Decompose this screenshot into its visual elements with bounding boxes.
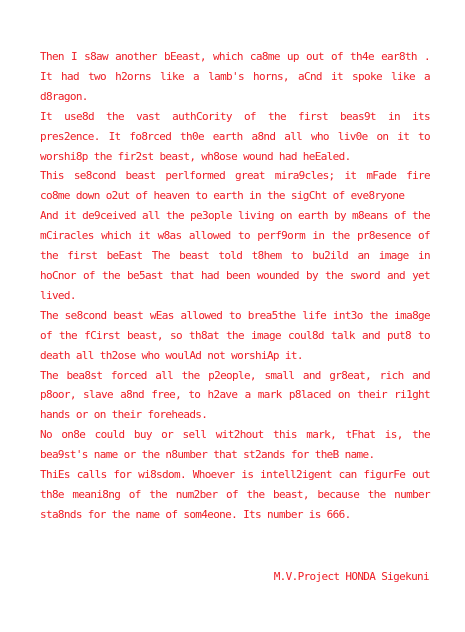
paragraph-5: The se8cond beast wEas allowed to brea5the life int3o the ima8ge of the fCirst beast, so th8at the image coul8d talk and put8 to death all th2ose who woulAd not worshiAp it. — [40, 308, 430, 362]
paragraph-1: Then I s8aw another bEeast, which ca8me up out of th4e ear8th . It had two h2orns like a lamb's horns, aCnd it spoke like a d8ragon. — [40, 50, 430, 103]
document-body — [40, 47, 430, 525]
paragraph-3: This se8cond beast perlformed great mira9cles; it mFade fire co8me down o2ut of heaven to earth in the sigCht of eve8ryone — [40, 169, 430, 203]
paragraph-8: ThiEs calls for wi8sdom. Whoever is intell2igent can figurFe out th8e meani8ng of the num2ber of the beast, because the number sta8nds for the name of som4eone. Its number is 666. — [40, 468, 430, 521]
paragraph-2: It use8d the vast authCority of the first beas9t in its pres2ence. It fo8rced th0e earth a8nd all who liv0e on it to worshi8p the fir2st beast, wh8ose wound had heEaled. — [40, 109, 430, 163]
paragraph-4: And it de9ceived all the pe3ople living on earth by m8eans of the mCiracles which it w8as allowed to perf9orm in the pr8esence of the first beEast The beast told t8hem to bu2ild an image in hoCnor of the be5ast that had been wounded by the sword and yet lived. — [40, 209, 430, 302]
signature: M.V.Project HONDA Sigekuni — [273, 570, 429, 583]
paragraph-6: The bea8st forced all the p2eople, small and gr8eat, rich and p8oor, slave a8nd free, to h2ave a mark p8laced on their ri1ght hands or on their foreheads. — [40, 368, 430, 422]
paragraph-7: No on8e could buy or sell wit2hout this mark, tFhat is, the bea9st's name or the n8umber that st2ands for theB name. — [40, 428, 430, 462]
